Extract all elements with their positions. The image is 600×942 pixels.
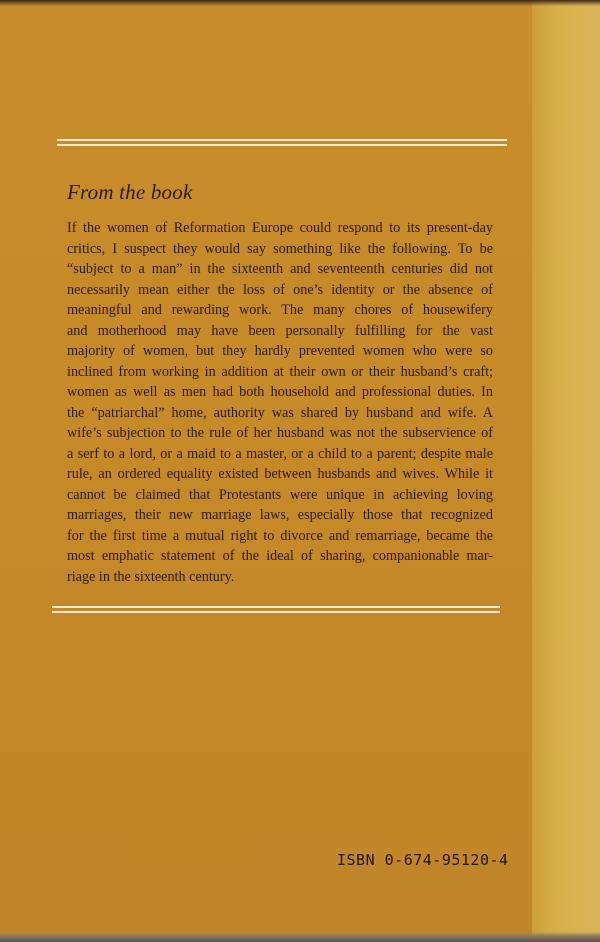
excerpt-line: wife’s subjection to the rule of her husband was not the subservience of bbox=[67, 425, 493, 441]
excerpt-line: most emphatic statement of the ideal of sharing, companionable mar- bbox=[67, 548, 493, 564]
excerpt-line: inclined from working in addition at their own or their husband’s craft; bbox=[67, 363, 493, 380]
bottom-edge bbox=[0, 932, 600, 942]
rule-line bbox=[52, 606, 500, 608]
excerpt-line: critics, I suspect they would say something like the following. To be bbox=[67, 240, 493, 257]
excerpt-line: necessarily mean either the loss of one’s identity or the absence of bbox=[67, 281, 493, 298]
excerpt-line: a serf to a lord, or a maid to a master, or a child to a parent; despite male bbox=[67, 445, 493, 462]
excerpt-line: If the women of Reformation Europe could respond to its present-day bbox=[67, 220, 493, 236]
rule-line bbox=[57, 144, 507, 146]
excerpt-line: majority of women, but they hardly prevented women who were so bbox=[67, 343, 493, 359]
excerpt-body bbox=[67, 218, 493, 587]
isbn-number: ISBN 0-674-95120-4 bbox=[337, 851, 509, 869]
rule-line bbox=[57, 139, 507, 141]
excerpt-line: and motherhood may have been personally fulfilling for the vast bbox=[67, 322, 493, 339]
excerpt-line: women as well as men had both household and professional duties. In bbox=[67, 384, 493, 400]
excerpt-line: the “patriarchal” home, authority was shared by husband and wife. A bbox=[67, 404, 493, 421]
rule-line bbox=[52, 611, 500, 613]
top-edge-shadow bbox=[0, 0, 600, 6]
top-double-rule bbox=[57, 139, 507, 149]
bottom-double-rule bbox=[52, 606, 500, 616]
spine-edge bbox=[532, 0, 600, 942]
excerpt-line: riage in the sixteenth century. bbox=[67, 568, 235, 585]
excerpt-line: “subject to a man” in the sixteenth and seventeenth centuries did not bbox=[67, 261, 493, 277]
excerpt-line: for the first time a mutual right to divorce and remarriage, became the bbox=[67, 527, 493, 544]
excerpt-line: meaningful and rewarding work. The many chores of housewifery bbox=[67, 302, 493, 318]
excerpt-heading: From the book bbox=[67, 180, 193, 204]
excerpt-line: marriages, their new marriage laws, especially those that recognized bbox=[67, 507, 493, 523]
excerpt-line: cannot be claimed that Protestants were unique in achieving loving bbox=[67, 486, 493, 503]
excerpt-line: rule, an ordered equality existed between husbands and wives. While it bbox=[67, 466, 493, 482]
